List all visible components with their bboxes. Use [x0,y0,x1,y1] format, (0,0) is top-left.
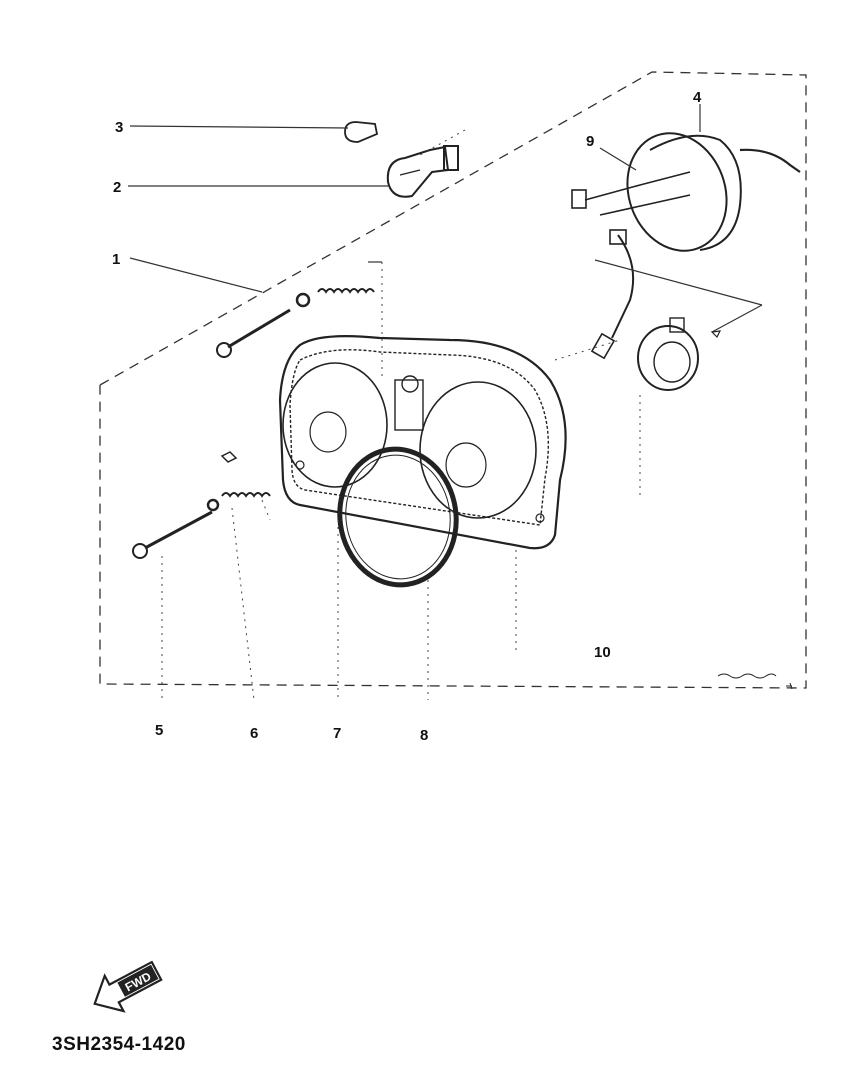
callout-10: 10 [594,644,611,661]
part-code: 3SH2354-1420 [52,1034,186,1055]
lower-washer [208,500,218,510]
callout-2: 2 [113,179,122,196]
callout-6: 6 [250,725,259,742]
artist-signature [718,674,792,689]
wire-lead [612,235,633,338]
callout-7: 7 [333,725,342,742]
socket-cover [572,119,800,358]
bulb-holder [595,260,762,390]
callout-1: 1 [112,251,121,268]
gasket-ring [331,442,465,593]
fwd-label: FWD [122,969,154,995]
callout-3: 3 [115,119,124,136]
callout-5: 5 [155,722,164,739]
assembly-boundary [100,72,806,688]
right-lens [420,382,536,518]
fwd-arrow-icon [85,953,166,1021]
lower-spring [222,493,270,496]
callout-9: 9 [586,133,595,150]
headlight-housing [280,336,566,548]
upper-spring [318,289,374,292]
pilot-bulb [345,122,377,142]
lower-screw [133,452,270,558]
callout-4: 4 [693,89,702,106]
callout-8: 8 [420,727,429,744]
headlight-bulb [388,146,458,197]
upper-screw [217,289,374,357]
upper-washer [297,294,309,306]
